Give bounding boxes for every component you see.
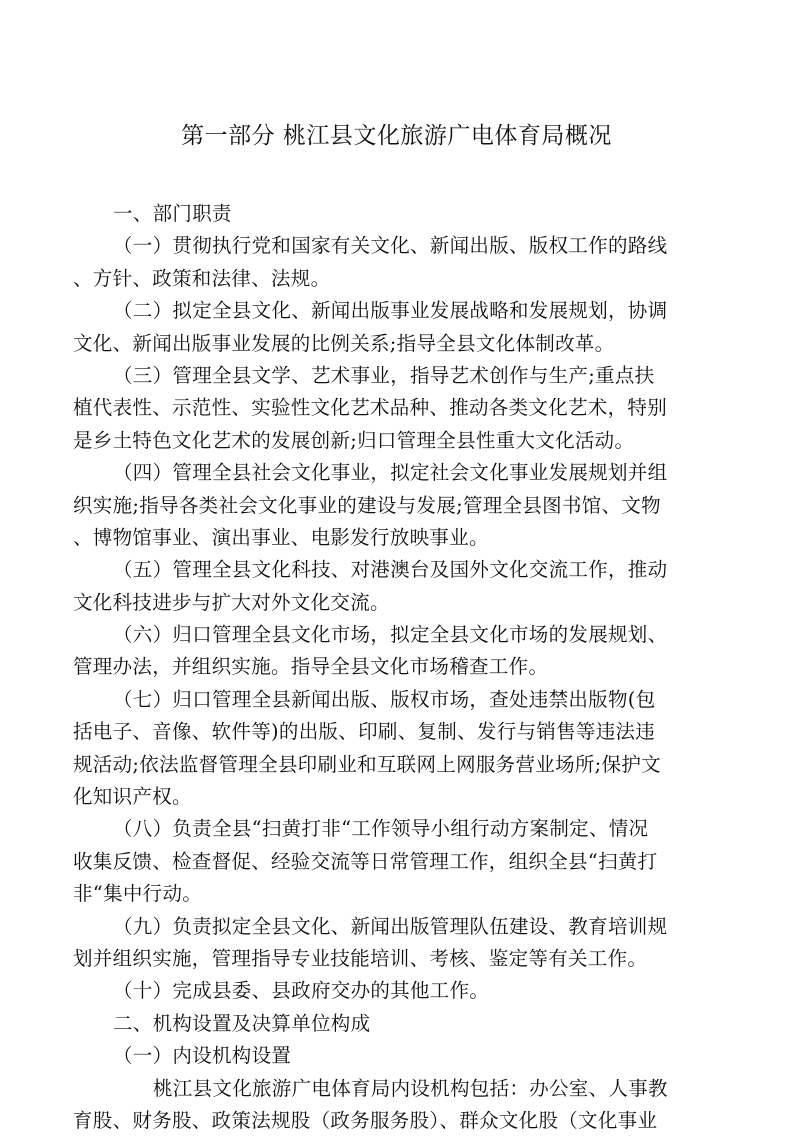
paragraph-line: （十）完成县委、县政府交办的其他工作。	[113, 979, 490, 1003]
paragraph-line: 桃江县文化旅游广电体育局内设机构包括：办公室、人事教	[153, 1076, 668, 1100]
paragraph-line: （七）归口管理全县新闻出版、版权市场，查处违禁出版物(包	[113, 687, 656, 711]
paragraph-line: 是乡土特色文化艺术的发展创新;归口管理全县性重大文化活动。	[73, 428, 635, 452]
paragraph-line: 括电子、音像、软件等)的出版、印刷、复制、发行与销售等违法违	[73, 720, 656, 744]
paragraph-line: 化知识产权。	[73, 785, 192, 809]
paragraph-line: 育股、财务股、政策法规股（政务服务股）、群众文化股（文化事业	[73, 1108, 658, 1132]
paragraph-line: 织实施;指导各类社会文化事业的建设与发展;管理全县图书馆、文物	[73, 493, 661, 517]
paragraph-line: 规活动;依法监督管理全县印刷业和互联网上网服务营业场所;保护文	[73, 752, 661, 776]
paragraph-line: 非“集中行动。	[73, 882, 203, 906]
paragraph-line: 植代表性、示范性、实验性文化艺术品种、推动各类文化艺术，特别	[73, 396, 668, 420]
paragraph-line: （三）管理全县文学、艺术事业，指导艺术创作与生产;重点扶	[113, 363, 655, 387]
subsection-heading: （一）内设机构设置	[113, 1044, 292, 1068]
section-heading-structure: 二、机构设置及决算单位构成	[113, 1011, 371, 1035]
paragraph-line: （五）管理全县文化科技、对港澳台及国外文化交流工作，推动	[113, 558, 668, 582]
paragraph-line: （四）管理全县社会文化事业，拟定社会文化事业发展规划并组	[113, 461, 668, 485]
paragraph-line: （六）归口管理全县文化市场，拟定全县文化市场的发展规划、	[113, 623, 668, 647]
paragraph-line: （九）负责拟定全县文化、新闻出版管理队伍建设、教育培训规	[113, 914, 668, 938]
paragraph-line: （二）拟定全县文化、新闻出版事业发展战略和发展规划，协调	[113, 299, 668, 323]
paragraph-line: （八）负责全县“扫黄打非“工作领导小组行动方案制定、情况	[113, 817, 649, 841]
paragraph-line: 文化、新闻出版事业发展的比例关系;指导全县文化体制改革。	[73, 331, 615, 355]
paragraph-line: （一）贯彻执行党和国家有关文化、新闻出版、版权工作的路线	[113, 234, 668, 258]
paragraph-line: 划并组织实施，管理指导专业技能培训、考核、鉴定等有关工作。	[73, 946, 648, 970]
paragraph-line: 收集反馈、检查督促、经验交流等日常管理工作，组织全县“扫黄打	[73, 849, 658, 873]
document-title: 第一部分 桃江县文化旅游广电体育局概况	[181, 123, 612, 149]
section-heading-duties: 一、部门职责	[113, 202, 232, 225]
paragraph-line: 文化科技进步与扩大对外文化交流。	[73, 590, 390, 614]
document-body	[73, 198, 725, 1137]
paragraph-line: 、方针、政策和法律、法规。	[73, 266, 331, 290]
paragraph-line: 、博物馆事业、演出事业、电影发行放映事业。	[73, 525, 489, 549]
paragraph-line: 管理办法，并组织实施。指导全县文化市场稽查工作。	[73, 655, 549, 679]
